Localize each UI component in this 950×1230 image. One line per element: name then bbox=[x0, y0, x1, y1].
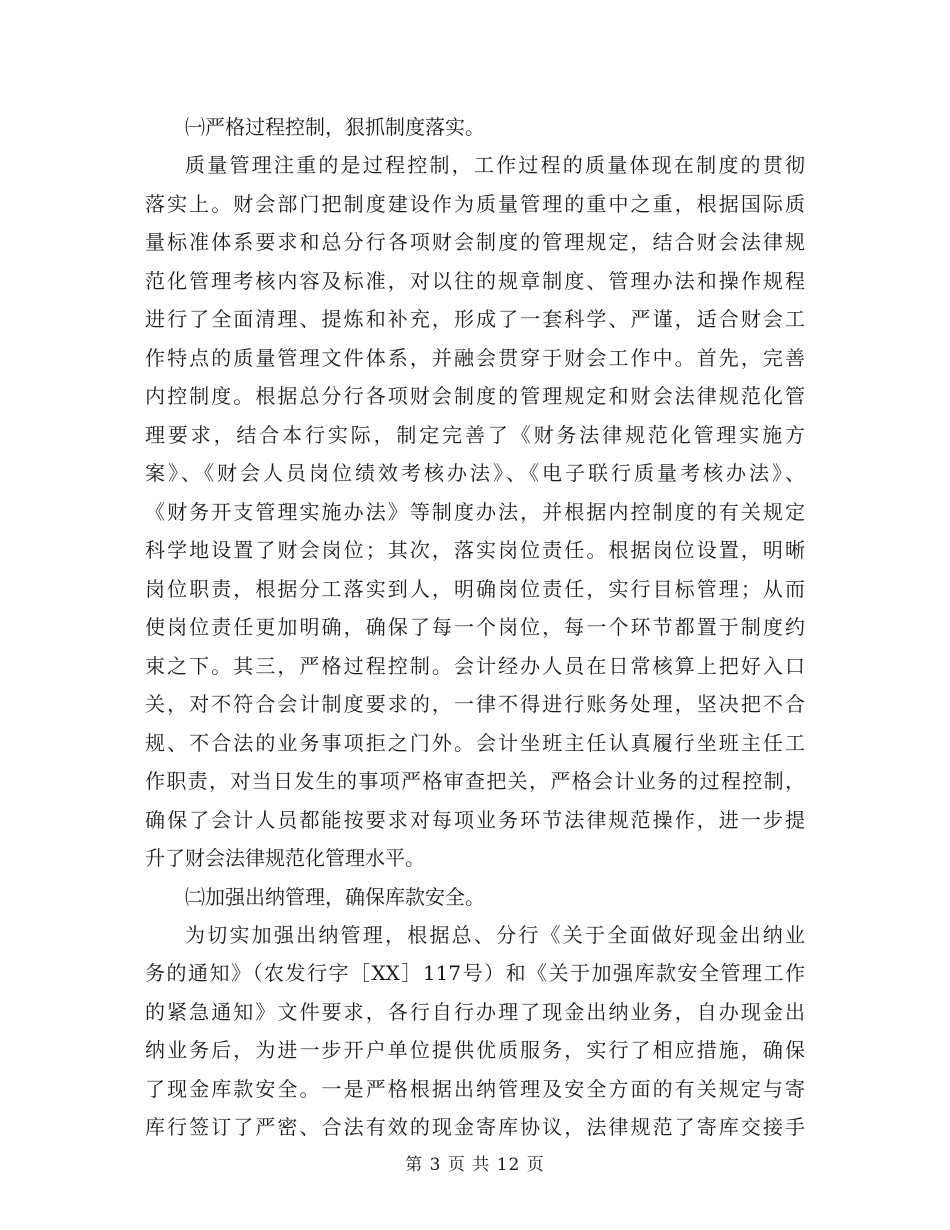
paragraph-line: 进行了全面清理、提炼和补充，形成了一套科学、严谨，适合财会工 bbox=[145, 307, 805, 331]
paragraph-line: 了现金库款安全。一是严格根据出纳管理及安全方面的有关规定与寄 bbox=[145, 1076, 805, 1101]
paragraph-line: 务的通知》（农发行字［XX］117号）和《关于加强库款安全管理工作 bbox=[145, 961, 805, 985]
paragraph-line: 升了财会法律规范化管理水平。 bbox=[145, 846, 425, 870]
paragraph-line: 关，对不符合会计制度要求的，一律不得进行账务处理，坚决把不合 bbox=[145, 692, 805, 716]
document-page bbox=[145, 108, 805, 1147]
paragraph-line: 案》、《财会人员岗位绩效考核办法》、《电子联行质量考核办法》、 bbox=[145, 461, 805, 485]
paragraph-line: 规、不合法的业务事项拒之门外。会计坐班主任认真履行坐班主任工 bbox=[145, 730, 805, 755]
paragraph-line: 科学地设置了财会岗位；其次，落实岗位责任。根据岗位设置，明晰 bbox=[145, 538, 805, 562]
paragraph-line: 确保了会计人员都能按要求对每项业务环节法律规范操作，进一步提 bbox=[145, 807, 805, 832]
paragraph-line: 范化管理考核内容及标准，对以往的规章制度、管理办法和操作规程 bbox=[145, 268, 805, 293]
paragraph-line: 作职责，对当日发生的事项严格审查把关，严格会计业务的过程控制， bbox=[145, 769, 805, 793]
section-heading-1: ㈠严格过程控制，狠抓制度落实。 bbox=[185, 115, 485, 139]
paragraph-line: 束之下。其三，严格过程控制。会计经办人员在日常核算上把好入口 bbox=[145, 653, 805, 678]
paragraph-line: 《财务开支管理实施办法》等制度办法，并根据内控制度的有关规定 bbox=[145, 499, 805, 524]
paragraph-line: 使岗位责任更加明确，确保了每一个岗位，每一个环节都置于制度约 bbox=[145, 615, 805, 639]
paragraph-line: 量标准体系要求和总分行各项财会制度的管理规定，结合财会法律规 bbox=[145, 230, 805, 254]
paragraph-line: 内控制度。根据总分行各项财会制度的管理规定和财会法律规范化管 bbox=[145, 384, 805, 408]
paragraph-line: 库行签订了严密、合法有效的现金寄库协议，法律规范了寄库交接手 bbox=[145, 1115, 805, 1139]
paragraph-2 bbox=[145, 916, 805, 1147]
paragraph-line: 落实上。财会部门把制度建设作为质量管理的重中之重，根据国际质 bbox=[145, 191, 805, 216]
paragraph-line: 的紧急通知》文件要求，各行自行办理了现金出纳业务，自办现金出 bbox=[145, 999, 805, 1024]
paragraph-line: 纳业务后，为进一步开户单位提供优质服务，实行了相应措施，确保 bbox=[145, 1038, 805, 1062]
paragraph-1 bbox=[145, 146, 805, 878]
section-heading-2: ㈡加强出纳管理，确保库款安全。 bbox=[185, 884, 485, 909]
paragraph-line: 理要求，结合本行实际，制定完善了《财务法律规范化管理实施方 bbox=[145, 422, 805, 447]
paragraph-line: 为切实加强出纳管理，根据总、分行《关于全面做好现金出纳业 bbox=[185, 922, 805, 947]
page-number-footer: 第 3 页 共 12 页 bbox=[405, 1155, 545, 1175]
paragraph-line: 岗位职责，根据分工落实到人，明确岗位责任，实行目标管理；从而 bbox=[145, 576, 805, 601]
paragraph-line: 作特点的质量管理文件体系，并融会贯穿于财会工作中。首先，完善 bbox=[145, 345, 805, 370]
paragraph-line: 质量管理注重的是过程控制，工作过程的质量体现在制度的贯彻 bbox=[185, 153, 805, 177]
